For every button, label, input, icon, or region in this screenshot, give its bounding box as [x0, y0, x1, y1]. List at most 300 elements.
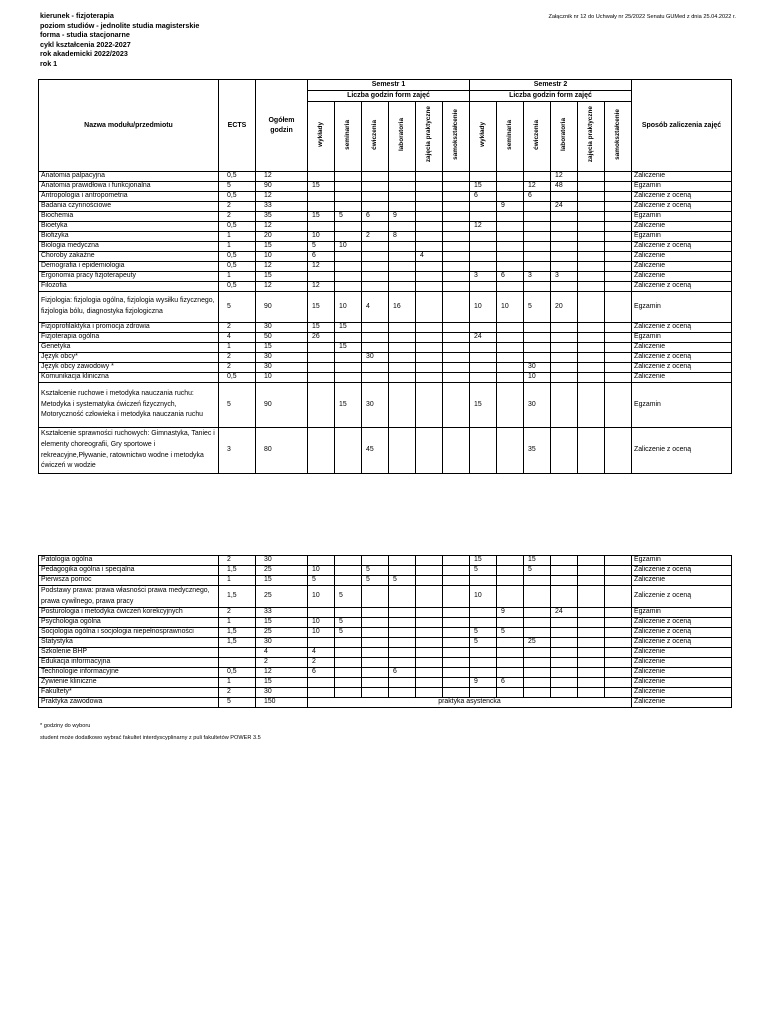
hours-cell-s1 — [416, 586, 443, 608]
hours-cell-s1 — [416, 262, 443, 272]
hours-cell-s1 — [443, 658, 470, 668]
ects-cell: 0,5 — [219, 252, 256, 262]
hours-cell-s1 — [362, 172, 389, 182]
ects-cell: 5 — [219, 383, 256, 428]
hours-cell-s2 — [497, 383, 524, 428]
hours-cell-s2 — [470, 202, 497, 212]
hours-cell-s2 — [551, 212, 578, 222]
hours-cell-s1 — [389, 678, 416, 688]
assessment-cell: Egzamin — [632, 292, 732, 323]
hours-cell-s2: 15 — [470, 182, 497, 192]
hours-cell-s1: 12 — [308, 262, 335, 272]
hours-cell-s2: 3 — [551, 272, 578, 282]
assessment-cell: Zaliczenie — [632, 668, 732, 678]
hours-cell-s1 — [416, 383, 443, 428]
hours-cell-s1 — [443, 232, 470, 242]
module-name-cell: Patologia ogólna — [39, 556, 219, 566]
hours-cell-s1 — [416, 428, 443, 474]
hours-cell-s1 — [416, 678, 443, 688]
module-name-cell: Edukacja informacyjna — [39, 658, 219, 668]
hours-cell-s2 — [524, 668, 551, 678]
hours-cell-s1: 2 — [308, 658, 335, 668]
total-hours-cell: 15 — [256, 678, 308, 688]
hours-cell-s1: 4 — [308, 648, 335, 658]
hours-cell-s2 — [497, 242, 524, 252]
hours-cell-s1 — [335, 638, 362, 648]
hours-cell-s1 — [308, 363, 335, 373]
hours-cell-s2 — [578, 192, 605, 202]
hours-cell-s1: 5 — [335, 628, 362, 638]
hours-cell-s1 — [308, 353, 335, 363]
ects-cell: 3 — [219, 428, 256, 474]
hours-cell-s2 — [605, 648, 632, 658]
header-type-s2-5 — [605, 102, 632, 172]
hours-cell-s1 — [389, 638, 416, 648]
ects-cell: 0,5 — [219, 192, 256, 202]
hours-cell-s2 — [578, 576, 605, 586]
header-type-label: zajęcia praktyczne — [586, 106, 594, 163]
hours-cell-s2 — [551, 242, 578, 252]
hours-cell-s2 — [524, 282, 551, 292]
hours-cell-s1 — [416, 566, 443, 576]
hours-cell-s1 — [443, 678, 470, 688]
total-hours-cell: 20 — [256, 232, 308, 242]
hours-cell-s2 — [605, 618, 632, 628]
table-row — [39, 192, 732, 202]
hours-cell-s2: 30 — [524, 383, 551, 428]
hours-cell-s1: 10 — [335, 292, 362, 323]
hours-cell-s1 — [443, 383, 470, 428]
module-name-cell: Genetyka — [39, 343, 219, 353]
table-body-part2 — [39, 556, 732, 708]
header-line-field: kierunek - fizjoterapia — [40, 11, 114, 20]
hours-cell-s1 — [389, 608, 416, 618]
hours-cell-s1 — [335, 373, 362, 383]
table-row — [39, 628, 732, 638]
hours-cell-s1 — [362, 688, 389, 698]
table-row — [39, 252, 732, 262]
table-row — [39, 172, 732, 182]
hours-cell-s2 — [578, 353, 605, 363]
ects-cell: 0,5 — [219, 172, 256, 182]
hours-cell-s2: 5 — [524, 292, 551, 323]
hours-cell-s1 — [416, 618, 443, 628]
hours-cell-s2 — [578, 648, 605, 658]
hours-cell-s2 — [605, 282, 632, 292]
hours-cell-s2: 12 — [524, 182, 551, 192]
header-type-s2-3 — [551, 102, 578, 172]
hours-cell-s2 — [524, 172, 551, 182]
hours-cell-s1 — [416, 688, 443, 698]
table-row — [39, 638, 732, 648]
hours-cell-s1 — [443, 566, 470, 576]
hours-cell-s1 — [443, 172, 470, 182]
hours-cell-s2: 10 — [470, 292, 497, 323]
hours-cell-s1 — [308, 688, 335, 698]
header-line-form: forma - studia stacjonarne — [40, 30, 130, 40]
hours-cell-s2 — [551, 658, 578, 668]
hours-cell-s1 — [389, 428, 416, 474]
hours-cell-s2 — [470, 608, 497, 618]
hours-cell-s1 — [308, 608, 335, 618]
total-hours-cell: 150 — [256, 698, 308, 708]
hours-cell-s1 — [443, 222, 470, 232]
hours-cell-s1 — [443, 242, 470, 252]
table-row — [39, 363, 732, 373]
hours-cell-s2 — [578, 282, 605, 292]
hours-cell-s2 — [605, 252, 632, 262]
hours-cell-s1: 10 — [308, 566, 335, 576]
ects-cell: 0,5 — [219, 668, 256, 678]
header-type-label: laboratoria — [397, 118, 405, 152]
hours-cell-s2: 6 — [470, 192, 497, 202]
table-row — [39, 428, 732, 474]
hours-cell-s1 — [389, 242, 416, 252]
ects-cell: 4 — [219, 333, 256, 343]
table-row — [39, 323, 732, 333]
document-header — [40, 11, 199, 69]
hours-cell-s2 — [497, 212, 524, 222]
table-row — [39, 668, 732, 678]
hours-cell-s1 — [443, 618, 470, 628]
hours-cell-s2 — [605, 242, 632, 252]
module-name-cell: Kształcenie sprawności ruchowych: Gimnastyka, Taniec i elementy choreografii, Gry sportowe i rekreacyjne,Pływanie, ratownictwo wodne i metodyka ćwiczeń w wodzie — [39, 428, 219, 474]
module-name-cell: Posturologia i metodyka ćwiczeń korekcyjnych — [39, 608, 219, 618]
hours-cell-s2 — [524, 252, 551, 262]
header-type-label: ćwiczenia — [370, 119, 378, 150]
table-row — [39, 688, 732, 698]
hours-cell-s2 — [497, 262, 524, 272]
hours-cell-s1 — [416, 232, 443, 242]
hours-cell-s2 — [497, 688, 524, 698]
hours-cell-s1 — [362, 586, 389, 608]
hours-cell-s1 — [416, 556, 443, 566]
table-row — [39, 566, 732, 576]
hours-cell-s2 — [578, 252, 605, 262]
hours-cell-s1: 5 — [308, 576, 335, 586]
hours-cell-s1: 5 — [308, 242, 335, 252]
hours-cell-s2 — [470, 172, 497, 182]
hours-cell-s1 — [443, 292, 470, 323]
total-hours-cell: 25 — [256, 628, 308, 638]
hours-cell-s1 — [362, 668, 389, 678]
hours-cell-s2: 10 — [470, 586, 497, 608]
hours-cell-s1: 30 — [362, 383, 389, 428]
hours-cell-s2 — [470, 212, 497, 222]
hours-cell-s1 — [416, 576, 443, 586]
hours-cell-s2 — [524, 586, 551, 608]
total-hours-cell: 33 — [256, 608, 308, 618]
total-hours-cell: 15 — [256, 618, 308, 628]
hours-cell-s1 — [362, 202, 389, 212]
hours-cell-s2 — [497, 333, 524, 343]
table-row — [39, 333, 732, 343]
hours-cell-s1: 10 — [308, 586, 335, 608]
hours-cell-s2 — [551, 576, 578, 586]
hours-cell-s2 — [551, 282, 578, 292]
hours-cell-s2 — [470, 668, 497, 678]
total-hours-cell: 90 — [256, 292, 308, 323]
hours-cell-s1 — [416, 192, 443, 202]
hours-cell-s1 — [308, 343, 335, 353]
module-name-cell: Biochemia — [39, 212, 219, 222]
hours-cell-s1 — [362, 272, 389, 282]
hours-cell-s1 — [335, 182, 362, 192]
hours-cell-s2 — [524, 323, 551, 333]
hours-cell-s1: 30 — [362, 353, 389, 363]
header-semester-2: Semestr 2 — [470, 80, 632, 91]
hours-cell-s1 — [335, 333, 362, 343]
total-hours-cell: 15 — [256, 272, 308, 282]
hours-cell-s2 — [470, 688, 497, 698]
hours-cell-s1 — [389, 262, 416, 272]
ects-cell — [219, 648, 256, 658]
hours-cell-s2: 9 — [497, 608, 524, 618]
hours-cell-s2 — [524, 202, 551, 212]
module-name-cell: Pedagogika ogólna i specjalna — [39, 566, 219, 576]
header-type-label: laboratoria — [559, 118, 567, 152]
module-name-cell: Bioetyka — [39, 222, 219, 232]
table-row — [39, 576, 732, 586]
table-row — [39, 658, 732, 668]
hours-cell-s1: 12 — [308, 282, 335, 292]
header-type-s1-1 — [335, 102, 362, 172]
hours-cell-s1 — [389, 272, 416, 282]
hours-cell-s1 — [308, 222, 335, 232]
header-forms-s1: Liczba godzin form zajęć — [308, 91, 470, 102]
assessment-cell: Zaliczenie z oceną — [632, 566, 732, 576]
table-row — [39, 202, 732, 212]
hours-cell-s2: 48 — [551, 182, 578, 192]
assessment-cell: Zaliczenie — [632, 698, 732, 708]
assessment-cell: Zaliczenie z oceną — [632, 363, 732, 373]
hours-cell-s1: 15 — [308, 323, 335, 333]
curriculum-table-part2 — [38, 555, 732, 708]
hours-cell-s1: 6 — [308, 252, 335, 262]
module-name-cell: Statystyka — [39, 638, 219, 648]
hours-cell-s2 — [524, 618, 551, 628]
ects-cell: 1 — [219, 272, 256, 282]
hours-cell-s2 — [497, 668, 524, 678]
hours-cell-s2 — [605, 638, 632, 648]
hours-cell-s1 — [335, 282, 362, 292]
hours-cell-s2 — [470, 428, 497, 474]
hours-cell-s2: 20 — [551, 292, 578, 323]
hours-cell-s2 — [578, 566, 605, 576]
hours-cell-s2 — [551, 668, 578, 678]
hours-cell-s2 — [605, 576, 632, 586]
hours-cell-s2 — [578, 343, 605, 353]
hours-cell-s2 — [497, 353, 524, 363]
hours-cell-s2 — [578, 323, 605, 333]
hours-cell-s1: 6 — [362, 212, 389, 222]
hours-cell-s1: 10 — [335, 242, 362, 252]
ects-cell: 1,5 — [219, 628, 256, 638]
header-type-s1-0 — [308, 102, 335, 172]
hours-cell-s1 — [416, 608, 443, 618]
assessment-cell: Zaliczenie z oceną — [632, 618, 732, 628]
ects-cell: 1,5 — [219, 566, 256, 576]
header-line-year: rok 1 — [40, 58, 58, 68]
ects-cell: 0,5 — [219, 262, 256, 272]
hours-cell-s2: 3 — [470, 272, 497, 282]
hours-cell-s1: 5 — [389, 576, 416, 586]
total-hours-cell: 12 — [256, 222, 308, 232]
hours-cell-s2 — [578, 222, 605, 232]
hours-cell-s1 — [416, 363, 443, 373]
table-row — [39, 383, 732, 428]
ects-cell: 1 — [219, 242, 256, 252]
hours-cell-s1 — [362, 608, 389, 618]
hours-cell-s2: 15 — [470, 556, 497, 566]
module-name-cell: Język obcy zawodowy * — [39, 363, 219, 373]
ects-cell: 5 — [219, 698, 256, 708]
total-hours-cell: 15 — [256, 343, 308, 353]
hours-cell-s1: 5 — [362, 576, 389, 586]
hours-cell-s2 — [470, 353, 497, 363]
hours-cell-s2 — [551, 323, 578, 333]
ects-cell: 2 — [219, 212, 256, 222]
assessment-cell: Zaliczenie — [632, 222, 732, 232]
module-name-cell: Demografia i epidemiologia — [39, 262, 219, 272]
header-semester-1: Semestr 1 — [308, 80, 470, 91]
hours-cell-s1 — [389, 648, 416, 658]
module-name-cell: Anatomia palpacyjna — [39, 172, 219, 182]
hours-cell-s2 — [470, 618, 497, 628]
hours-cell-s2 — [470, 658, 497, 668]
hours-cell-s1: 2 — [362, 232, 389, 242]
hours-cell-s2 — [578, 242, 605, 252]
hours-cell-s2 — [605, 373, 632, 383]
hours-cell-s2 — [497, 232, 524, 242]
hours-cell-s2 — [605, 586, 632, 608]
hours-cell-s1 — [443, 628, 470, 638]
assessment-cell: Egzamin — [632, 232, 732, 242]
hours-cell-s1 — [389, 353, 416, 363]
hours-cell-s2 — [578, 678, 605, 688]
hours-cell-s1 — [362, 242, 389, 252]
hours-cell-s2 — [605, 678, 632, 688]
hours-cell-s1 — [335, 252, 362, 262]
hours-cell-s1 — [416, 658, 443, 668]
hours-cell-s2 — [551, 638, 578, 648]
hours-cell-s1 — [389, 172, 416, 182]
hours-cell-s1 — [362, 556, 389, 566]
hours-cell-s2 — [578, 668, 605, 678]
hours-cell-s2 — [524, 343, 551, 353]
hours-cell-s2 — [470, 242, 497, 252]
assessment-cell: Zaliczenie z oceną — [632, 282, 732, 292]
ects-cell: 2 — [219, 323, 256, 333]
hours-cell-s1 — [335, 566, 362, 576]
hours-cell-s2 — [605, 292, 632, 323]
header-ects: ECTS — [219, 80, 256, 172]
hours-cell-s1 — [362, 373, 389, 383]
hours-cell-s1 — [389, 343, 416, 353]
hours-cell-s1 — [416, 222, 443, 232]
ects-cell: 5 — [219, 292, 256, 323]
hours-cell-s2 — [551, 556, 578, 566]
hours-cell-s2 — [497, 618, 524, 628]
hours-cell-s1 — [362, 262, 389, 272]
hours-cell-s1 — [416, 272, 443, 282]
hours-cell-s2 — [551, 222, 578, 232]
ects-cell: 5 — [219, 182, 256, 192]
total-hours-cell: 90 — [256, 182, 308, 192]
hours-cell-s1 — [389, 192, 416, 202]
hours-cell-s1 — [443, 272, 470, 282]
total-hours-cell: 12 — [256, 282, 308, 292]
hours-cell-s2: 24 — [470, 333, 497, 343]
hours-cell-s1 — [335, 648, 362, 658]
header-forms-s2: Liczba godzin form zajęć — [470, 91, 632, 102]
total-hours-cell: 4 — [256, 648, 308, 658]
header-total-hours: Ogółem godzin — [256, 80, 308, 172]
hours-cell-s1 — [335, 576, 362, 586]
total-hours-cell: 30 — [256, 688, 308, 698]
hours-cell-s2 — [605, 668, 632, 678]
hours-cell-s2 — [551, 618, 578, 628]
ects-cell: 2 — [219, 608, 256, 618]
hours-cell-s1 — [308, 428, 335, 474]
hours-cell-s2 — [578, 202, 605, 212]
practice-type-cell: praktyka asystencka — [308, 698, 632, 708]
hours-cell-s1 — [416, 182, 443, 192]
hours-cell-s1: 6 — [389, 668, 416, 678]
hours-cell-s2 — [497, 566, 524, 576]
module-name-cell: Filozofia — [39, 282, 219, 292]
hours-cell-s2 — [470, 648, 497, 658]
hours-cell-s2 — [470, 262, 497, 272]
hours-cell-s2 — [551, 688, 578, 698]
module-name-cell: Ergonomia pracy fizjoterapeuty — [39, 272, 219, 282]
footnote-hours: * godziny do wyboru — [40, 723, 91, 729]
header-type-s1-5 — [443, 102, 470, 172]
hours-cell-s1 — [443, 648, 470, 658]
hours-cell-s2 — [551, 383, 578, 428]
hours-cell-s1 — [443, 192, 470, 202]
total-hours-cell: 35 — [256, 212, 308, 222]
total-hours-cell: 30 — [256, 363, 308, 373]
assessment-cell: Zaliczenie z oceną — [632, 428, 732, 474]
hours-cell-s1 — [416, 202, 443, 212]
hours-cell-s2 — [497, 428, 524, 474]
hours-cell-s2 — [578, 232, 605, 242]
hours-cell-s2 — [605, 628, 632, 638]
hours-cell-s2 — [524, 678, 551, 688]
hours-cell-s2 — [605, 182, 632, 192]
hours-cell-s1 — [443, 688, 470, 698]
hours-cell-s2: 24 — [551, 608, 578, 618]
hours-cell-s2: 9 — [497, 202, 524, 212]
module-name-cell: Szkolenie BHP — [39, 648, 219, 658]
hours-cell-s2 — [551, 262, 578, 272]
hours-cell-s1 — [389, 628, 416, 638]
assessment-cell: Zaliczenie z oceną — [632, 242, 732, 252]
hours-cell-s1 — [335, 202, 362, 212]
ects-cell: 2 — [219, 556, 256, 566]
table-row — [39, 282, 732, 292]
hours-cell-s2: 3 — [524, 272, 551, 282]
hours-cell-s1 — [416, 373, 443, 383]
hours-cell-s1 — [443, 428, 470, 474]
assessment-cell: Zaliczenie z oceną — [632, 353, 732, 363]
header-type-s1-2 — [362, 102, 389, 172]
header-type-label: seminaria — [505, 119, 513, 150]
header-type-label: wykłady — [316, 122, 324, 147]
hours-cell-s2 — [578, 212, 605, 222]
total-hours-cell: 10 — [256, 373, 308, 383]
